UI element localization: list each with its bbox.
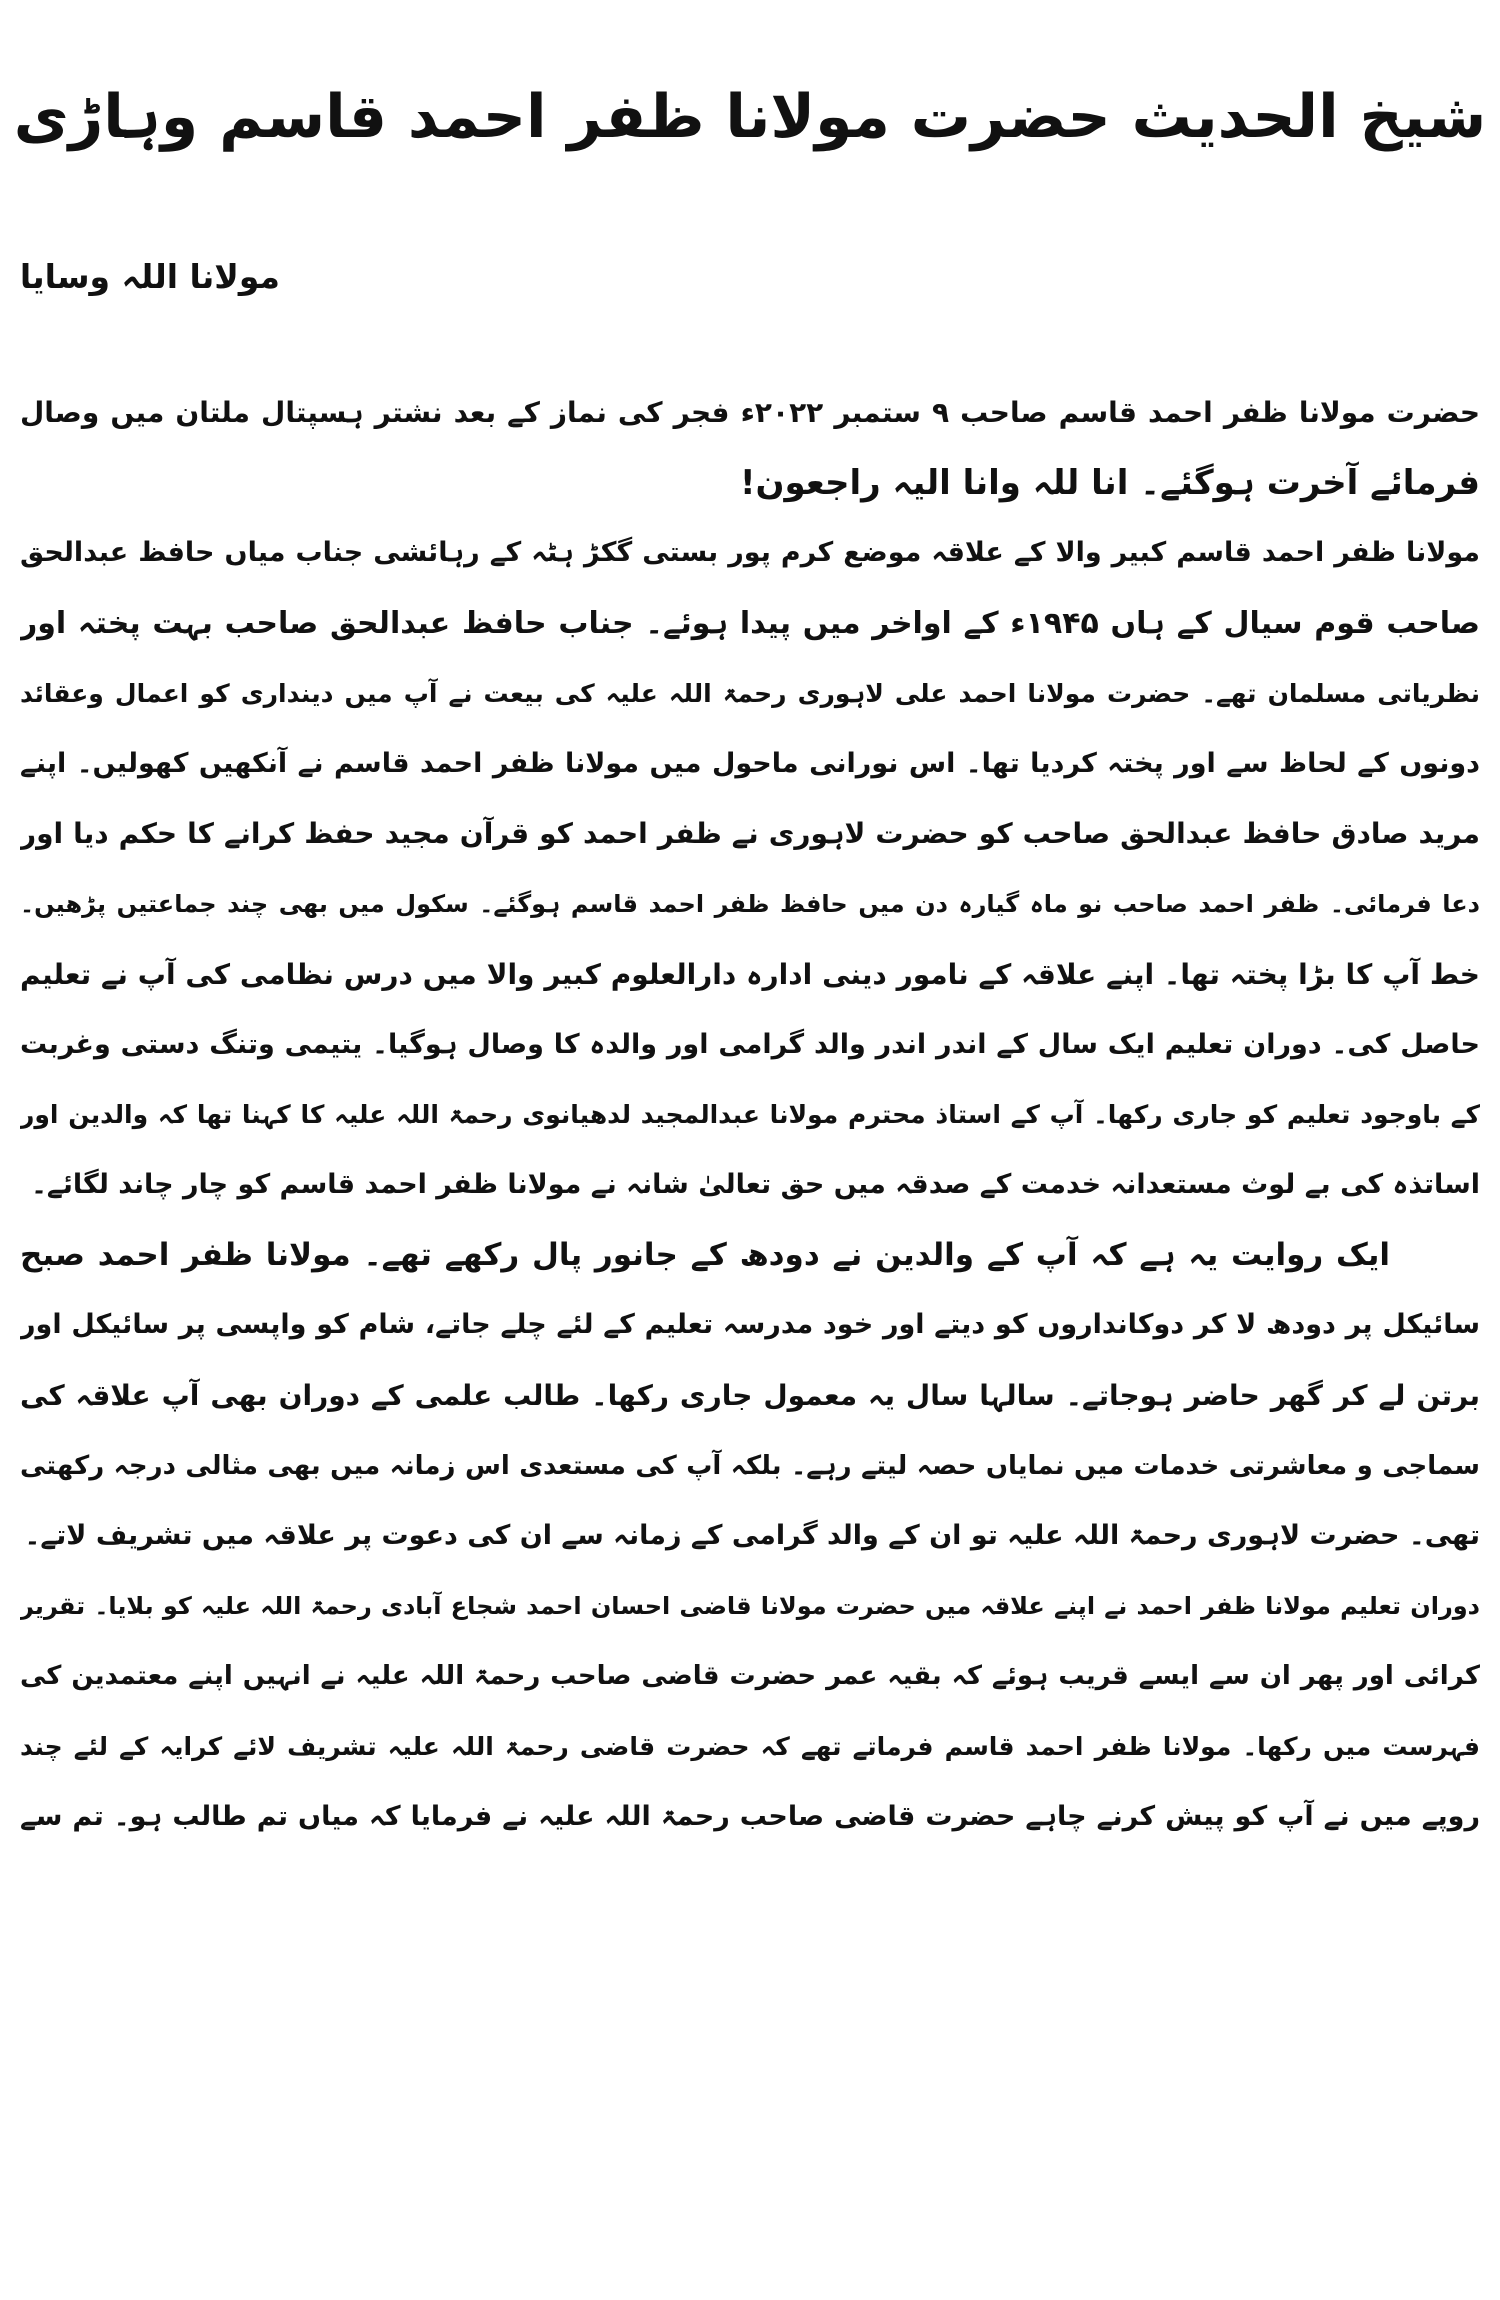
text-line: نظریاتی مسلمان تھے۔ حضرت مولانا احمد علی لاہوری رحمۃ اللہ علیہ کی بیعت نے آپ میں دینداری کو اعمال وعقائد <box>20 678 1480 708</box>
text-line: برتن لے کر گھر حاضر ہوجاتے۔ سالہا سال یہ معمول جاری رکھا۔ طالب علمی کے دوران بھی آپ علاقہ کی <box>20 1378 1480 1412</box>
text-line: مرید صادق حافظ عبدالحق صاحب کو حضرت لاہوری نے ظفر احمد کو قرآن مجید حفظ کرانے کا حکم دیا اور <box>20 817 1480 851</box>
article-body <box>20 378 1480 1852</box>
text-line: حضرت مولانا ظفر احمد قاسم صاحب ۹ ستمبر ۲۰۲۲ء فجر کی نماز کے بعد نشتر ہسپتال ملتان میں وصال <box>20 396 1480 429</box>
author-name: مولانا اللہ وسایا <box>19 257 280 296</box>
text-line: دونوں کے لحاظ سے اور پختہ کردیا تھا۔ اس نورانی ماحول میں مولانا ظفر احمد قاسم نے آنکھیں کھولیں۔ اپنے <box>20 747 1480 779</box>
text-line: مولانا ظفر احمد قاسم کبیر والا کے علاقہ موضع کرم پور بستی گکڑ ہٹہ کے رہائشی جناب میاں حافظ عبدالحق <box>20 537 1480 569</box>
text-line: خط آپ کا بڑا پختہ تھا۔ اپنے علاقہ کے نامور دینی ادارہ دارالعلوم کبیر والا میں درس نظامی کی آپ نے تعلیم <box>20 957 1480 991</box>
text-line: اساتذہ کی بے لوث مستعدانہ خدمت کے صدقہ میں حق تعالیٰ شانہ نے مولانا ظفر احمد قاسم کو چار چاند لگائے۔ <box>31 1169 1480 1201</box>
article-title: شیخ الحدیث حضرت مولانا ظفر احمد قاسم وہاڑی <box>13 82 1487 152</box>
text-line: تھی۔ حضرت لاہوری رحمۃ اللہ علیہ تو ان کے والد گرامی کے زمانہ سے ان کی دعوت پر علاقہ میں تشریف لاتے۔ <box>24 1520 1480 1551</box>
text-line: روپے میں نے آپ کو پیش کرنے چاہے حضرت قاضی صاحب رحمۃ اللہ علیہ نے فرمایا کہ میاں تم طالب ہو۔ تم سے <box>20 1800 1480 1832</box>
text-line: فرمائے آخرت ہوگئے۔ انا للہ وانا الیہ راجعون! <box>739 463 1480 504</box>
text-line: دوران تعلیم مولانا ظفر احمد نے اپنے علاقہ میں حضرت مولانا قاضی احسان احمد شجاع آبادی رحمۃ اللہ علیہ کو بلایا۔ تقریر <box>20 1592 1480 1621</box>
text-line: سماجی و معاشرتی خدمات میں نمایاں حصہ لیتے رہے۔ بلکہ آپ کی مستعدی اس زمانہ میں بھی مثالی درجہ رکھتی <box>20 1450 1480 1481</box>
text-line: ایک روایت یہ ہے کہ آپ کے والدین نے دودھ کے جانور پال رکھے تھے۔ مولانا ظفر احمد صبح <box>20 1237 1390 1274</box>
text-line: صاحب قوم سیال کے ہاں ۱۹۴۵ء کے اواخر میں پیدا ہوئے۔ جناب حافظ عبدالحق صاحب بہت پختہ اور <box>20 605 1480 641</box>
text-line: کے باوجود تعلیم کو جاری رکھا۔ آپ کے استاذ محترم مولانا عبدالمجید لدھیانوی رحمۃ اللہ علیہ کا کہنا تھا کہ والدین اور <box>20 1099 1480 1129</box>
text-line: فہرست میں رکھا۔ مولانا ظفر احمد قاسم فرماتے تھے کہ حضرت قاضی رحمۃ اللہ علیہ تشریف لائے کرایہ کے لئے چند <box>20 1731 1480 1761</box>
text-line: دعا فرمائی۔ ظفر احمد صاحب نو ماہ گیارہ دن میں حافظ ظفر احمد قاسم ہوگئے۔ سکول میں بھی چند جماعتیں پڑھیں۔ <box>20 890 1480 919</box>
text-line: کرائی اور پھر ان سے ایسے قریب ہوئے کہ بقیہ عمر حضرت قاضی صاحب رحمۃ اللہ علیہ نے انہیں اپنے معتمدین کی <box>20 1661 1480 1692</box>
text-line: سائیکل پر دودھ لا کر دوکانداروں کو دیتے اور خود مدرسہ تعلیم کے لئے چلے جاتے، شام کو واپسی پر سائیکل اور <box>20 1309 1480 1341</box>
text-line: حاصل کی۔ دوران تعلیم ایک سال کے اندر اندر والد گرامی اور والدہ کا وصال ہوگیا۔ یتیمی وتنگ دستی وغربت <box>20 1028 1480 1060</box>
